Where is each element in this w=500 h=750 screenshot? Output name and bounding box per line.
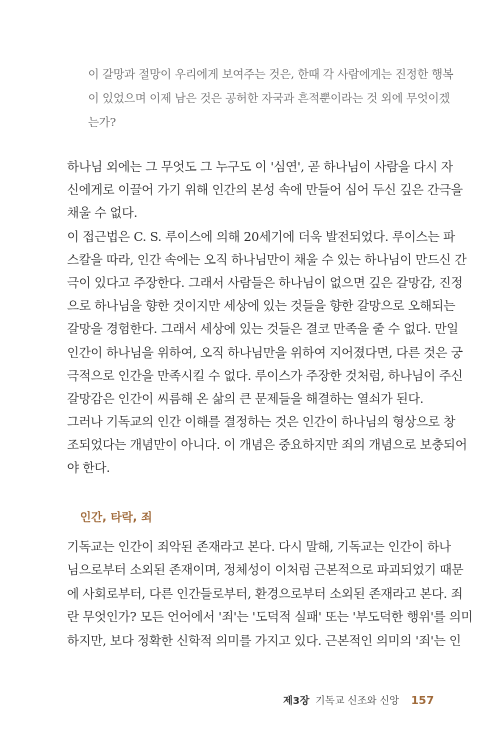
text-line: 야 한다. xyxy=(67,460,110,476)
text-line: 채울 수 없다. xyxy=(67,205,138,221)
text-line: 신에게로 이끌어 가기 위해 인간의 본성 속에 만들어 심어 두신 깊은 간극을 xyxy=(67,182,463,198)
text-line: 갈망감은 인간이 씨름해 온 삶의 큰 문제들을 해결하는 열쇠가 된다. xyxy=(67,390,424,406)
text-line: 에 사회로부터, 다른 인간들로부터, 환경으로부터 소외된 존재라고 본다. 죄 xyxy=(67,585,463,601)
text-line: 하나님 외에는 그 무엇도 그 누구도 이 '심연', 곧 하나님이 사람을 다시 자 xyxy=(67,159,453,174)
text-line: 극적으로 인간을 만족시킬 수 없다. 루이스가 주장한 것처럼, 하나님이 주신 xyxy=(67,367,463,383)
text-line: 하지만, 보다 정확한 신학적 의미를 가지고 있다. 근본적인 의미의 '죄'는 인 xyxy=(67,632,461,648)
quote-line: 이 있었으며 이제 남은 것은 공허한 자국과 흔적뿐이라는 것 외에 무엇이겠 xyxy=(88,91,450,105)
text-line: 기독교는 인간이 죄악된 존재라고 본다. 다시 말해, 기독교는 인간이 하나 xyxy=(67,539,451,554)
text-line: 이 접근법은 C. S. 루이스에 의해 20세기에 더욱 발전되었다. 루이스는 파 xyxy=(67,228,455,244)
body-section-1 xyxy=(67,155,468,480)
quote-line: 는가? xyxy=(88,115,116,129)
text-line: 조되었다는 개념만이 아니다. 이 개념은 중요하지만 죄의 개념으로 보충되어 xyxy=(67,437,468,453)
text-line: 갈망을 경험한다. 그래서 세상에 있는 것들은 결코 만족을 줄 수 없다. 만일 xyxy=(67,321,459,337)
text-line: 으로 하나님을 향한 것이지만 세상에 있는 것들을 향한 갈망으로 오해되는 xyxy=(67,298,456,314)
body-section-2 xyxy=(67,535,473,652)
text-line: 그러나 기독교의 인간 이해를 결정하는 것은 인간이 하나님의 형상으로 창 xyxy=(67,414,456,430)
page-footer xyxy=(283,692,434,707)
chapter-title: 기독교 신조와 신앙 xyxy=(315,696,400,707)
text-line: 극이 있다고 주장한다. 그래서 사람들은 하나님이 없으면 깊은 갈망감, 진정 xyxy=(67,274,463,290)
page-number: 157 xyxy=(411,694,434,707)
text-line: 스칼을 따라, 인간 속에는 오직 하나님만이 채울 수 있는 하나님이 만드신 간 xyxy=(67,251,467,267)
text-line: 란 무엇인가? 모든 언어에서 '죄'는 '도덕적 실패' 또는 '부도덕한 행위'를 의미 xyxy=(67,609,473,625)
quote-line: 이 갈망과 절망이 우리에게 보여주는 것은, 한때 각 사람에게는 진정한 행복 xyxy=(88,67,454,81)
block-quote xyxy=(88,62,454,134)
chapter-label: 제3장 xyxy=(283,696,310,707)
text-line: 님으로부터 소외된 존재이며, 정체성이 이처럼 근본적으로 파괴되었기 때문 xyxy=(67,562,464,578)
text-line: 인간이 하나님을 위하여, 오직 하나님만을 위하여 지어졌다면, 다른 것은 궁 xyxy=(67,344,463,360)
section-heading: 인간, 타락, 죄 xyxy=(80,510,153,524)
